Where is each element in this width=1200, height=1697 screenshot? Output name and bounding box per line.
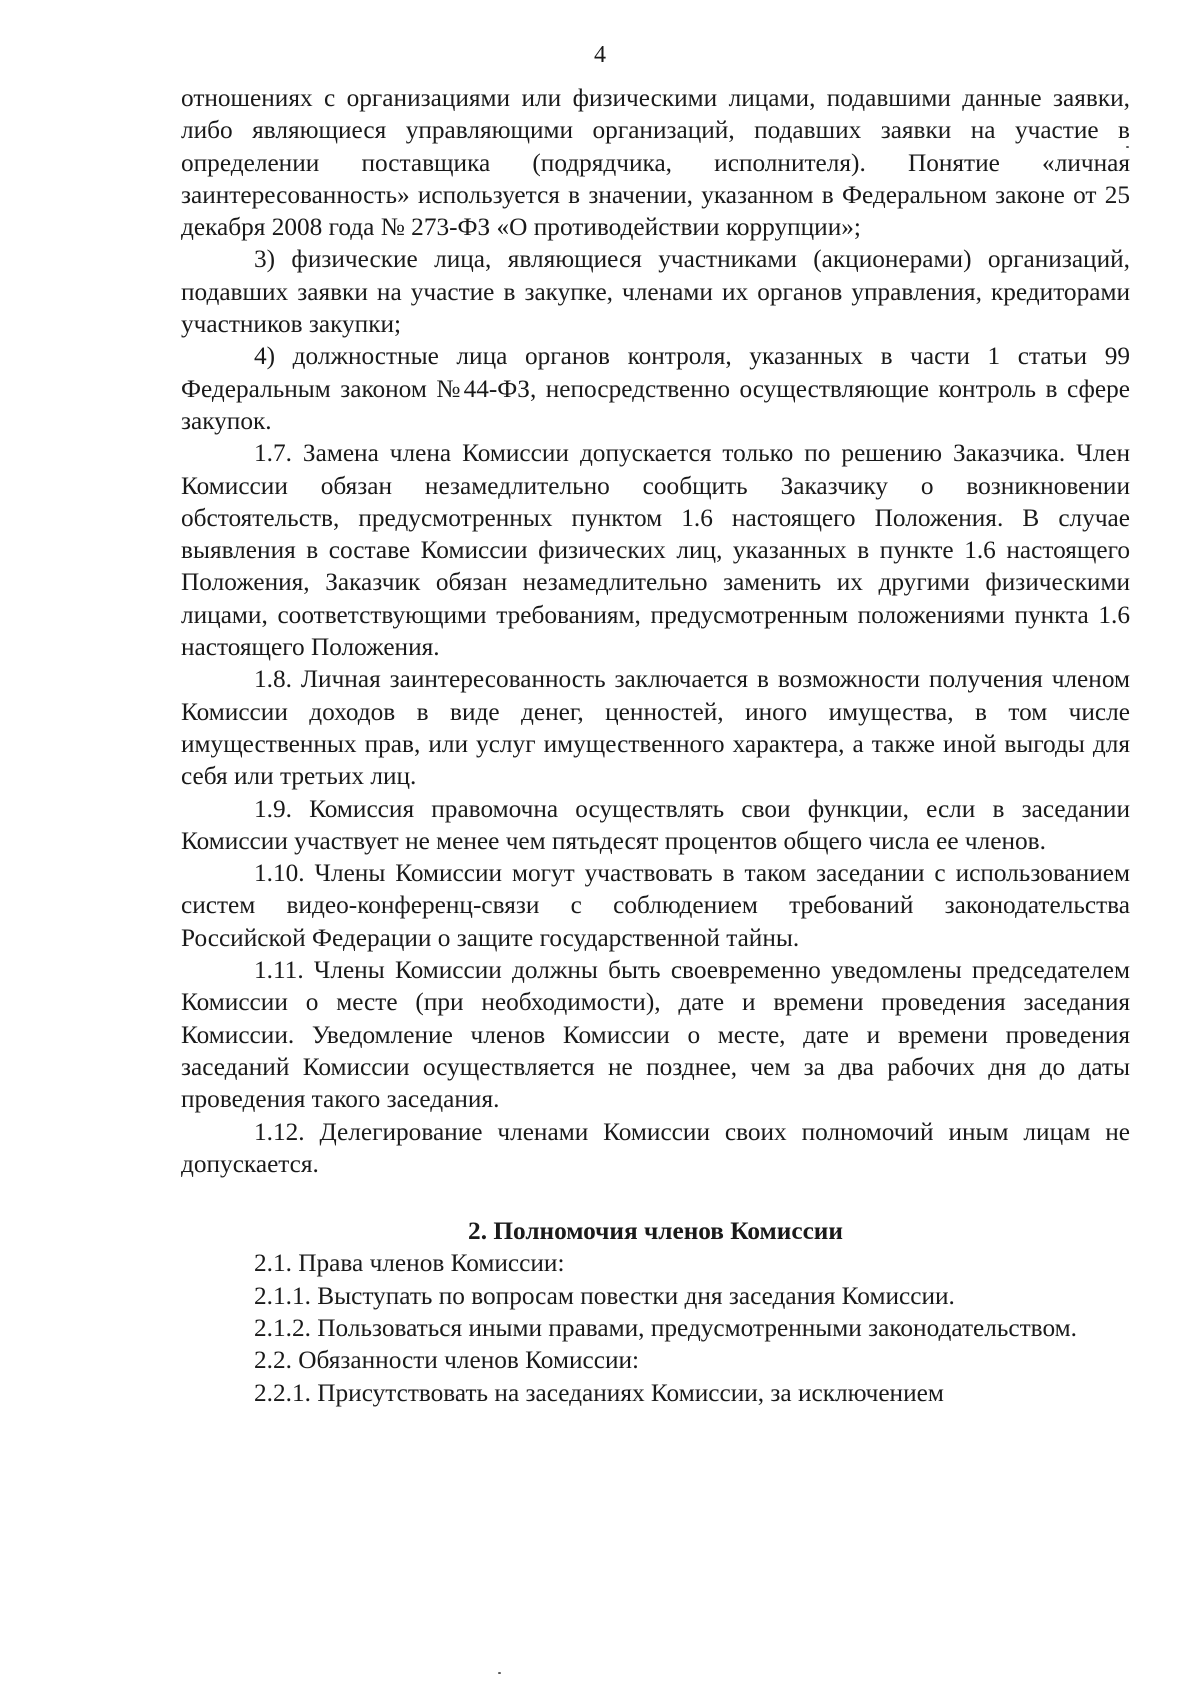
- paragraph-2-1-2: 2.1.2. Пользоваться иными правами, предусмотренными законодательством.: [254, 1313, 1077, 1342]
- paragraph-2-2: 2.2. Обязанности членов Комиссии:: [254, 1346, 640, 1375]
- paragraph-item-3: 3) физические лица, являющиеся участниками (акционерами) организаций, подавших заявки на участие в закупке, членами их органов управления, кредиторами участников закупки;: [181, 245, 1130, 339]
- paragraph-1-11: 1.11. Члены Комиссии должны быть своевременно уведомлены председателем Комиссии о месте (при необходимости), дате и времени проведения заседания Комиссии. Уведомление членов Комиссии о месте, дате и времени проведения заседаний Комиссии осуществляется не позднее, чем за два рабочих дня до даты проведения такого заседания.: [181, 956, 1130, 1114]
- page-number: 4: [594, 42, 606, 68]
- paragraph-2-1-1: 2.1.1. Выступать по вопросам повестки дня заседания Комиссии.: [254, 1281, 955, 1310]
- paragraph-1-12: 1.12. Делегирование членами Комиссии своих полномочий иным лицам не допускается.: [181, 1117, 1130, 1178]
- paragraph-item-4: 4) должностные лица органов контроля, указанных в части 1 статьи 99 Федеральным законом №44-ФЗ, непосредственно осуществляющие контроль в сфере закупок.: [181, 342, 1130, 435]
- paragraph-2-1: 2.1. Права членов Комиссии:: [254, 1249, 565, 1278]
- paragraph-1-9: 1.9. Комиссия правомочна осуществлять свои функции, если в заседании Комиссии участвует не менее чем пятьдесят процентов общего числа ее членов.: [181, 794, 1130, 855]
- paragraph-1-7: 1.7. Замена члена Комиссии допускается только по решению Заказчика. Член Комиссии обязан незамедлительно сообщить Заказчику о возникновении обстоятельств, предусмотренных пунктом 1.6 настоящего Положения. В случае выявления в составе Комиссии физических лиц, указанных в пункте 1.6 настоящего Положения, Заказчик обязан незамедлительно заменить их другими физическими лицами, соответствующими требованиям, предусмотренным положениями пункта 1.6 настоящего Положения.: [181, 439, 1130, 662]
- paragraph-1-10: 1.10. Члены Комиссии могут участвовать в таком заседании с использованием систем видео-конференц-связи с соблюдением требований законодательства Российской Федерации о защите государственной тайны.: [181, 859, 1130, 952]
- scan-speck: [498, 1672, 501, 1674]
- paragraph-continuation: отношениях с организациями или физическими лицами, подавшими данные заявки, либо являющиеся управляющими организаций, подавших заявки на участие в определении поставщика (подрядчика, исполнителя). Понятие «личная заинтересованность» используется в значении, указанном в Федеральном законе от 25 декабря 2008 года № 273-ФЗ «О противодействии коррупции»;: [181, 84, 1130, 242]
- paragraph-1-8: 1.8. Личная заинтересованность заключается в возможности получения членом Комиссии доходов в виде денег, ценностей, иного имущества, в том числе имущественных прав, или услуг имущественного характера, а также иной выгоды для себя или третьих лиц.: [181, 665, 1130, 791]
- section-heading: 2. Полномочия членов Комиссии: [468, 1217, 843, 1246]
- paragraph-2-2-1: 2.2.1. Присутствовать на заседаниях Комиссии, за исключением: [254, 1378, 944, 1407]
- document-body: [181, 82, 1130, 1409]
- scan-speck: [1126, 146, 1129, 148]
